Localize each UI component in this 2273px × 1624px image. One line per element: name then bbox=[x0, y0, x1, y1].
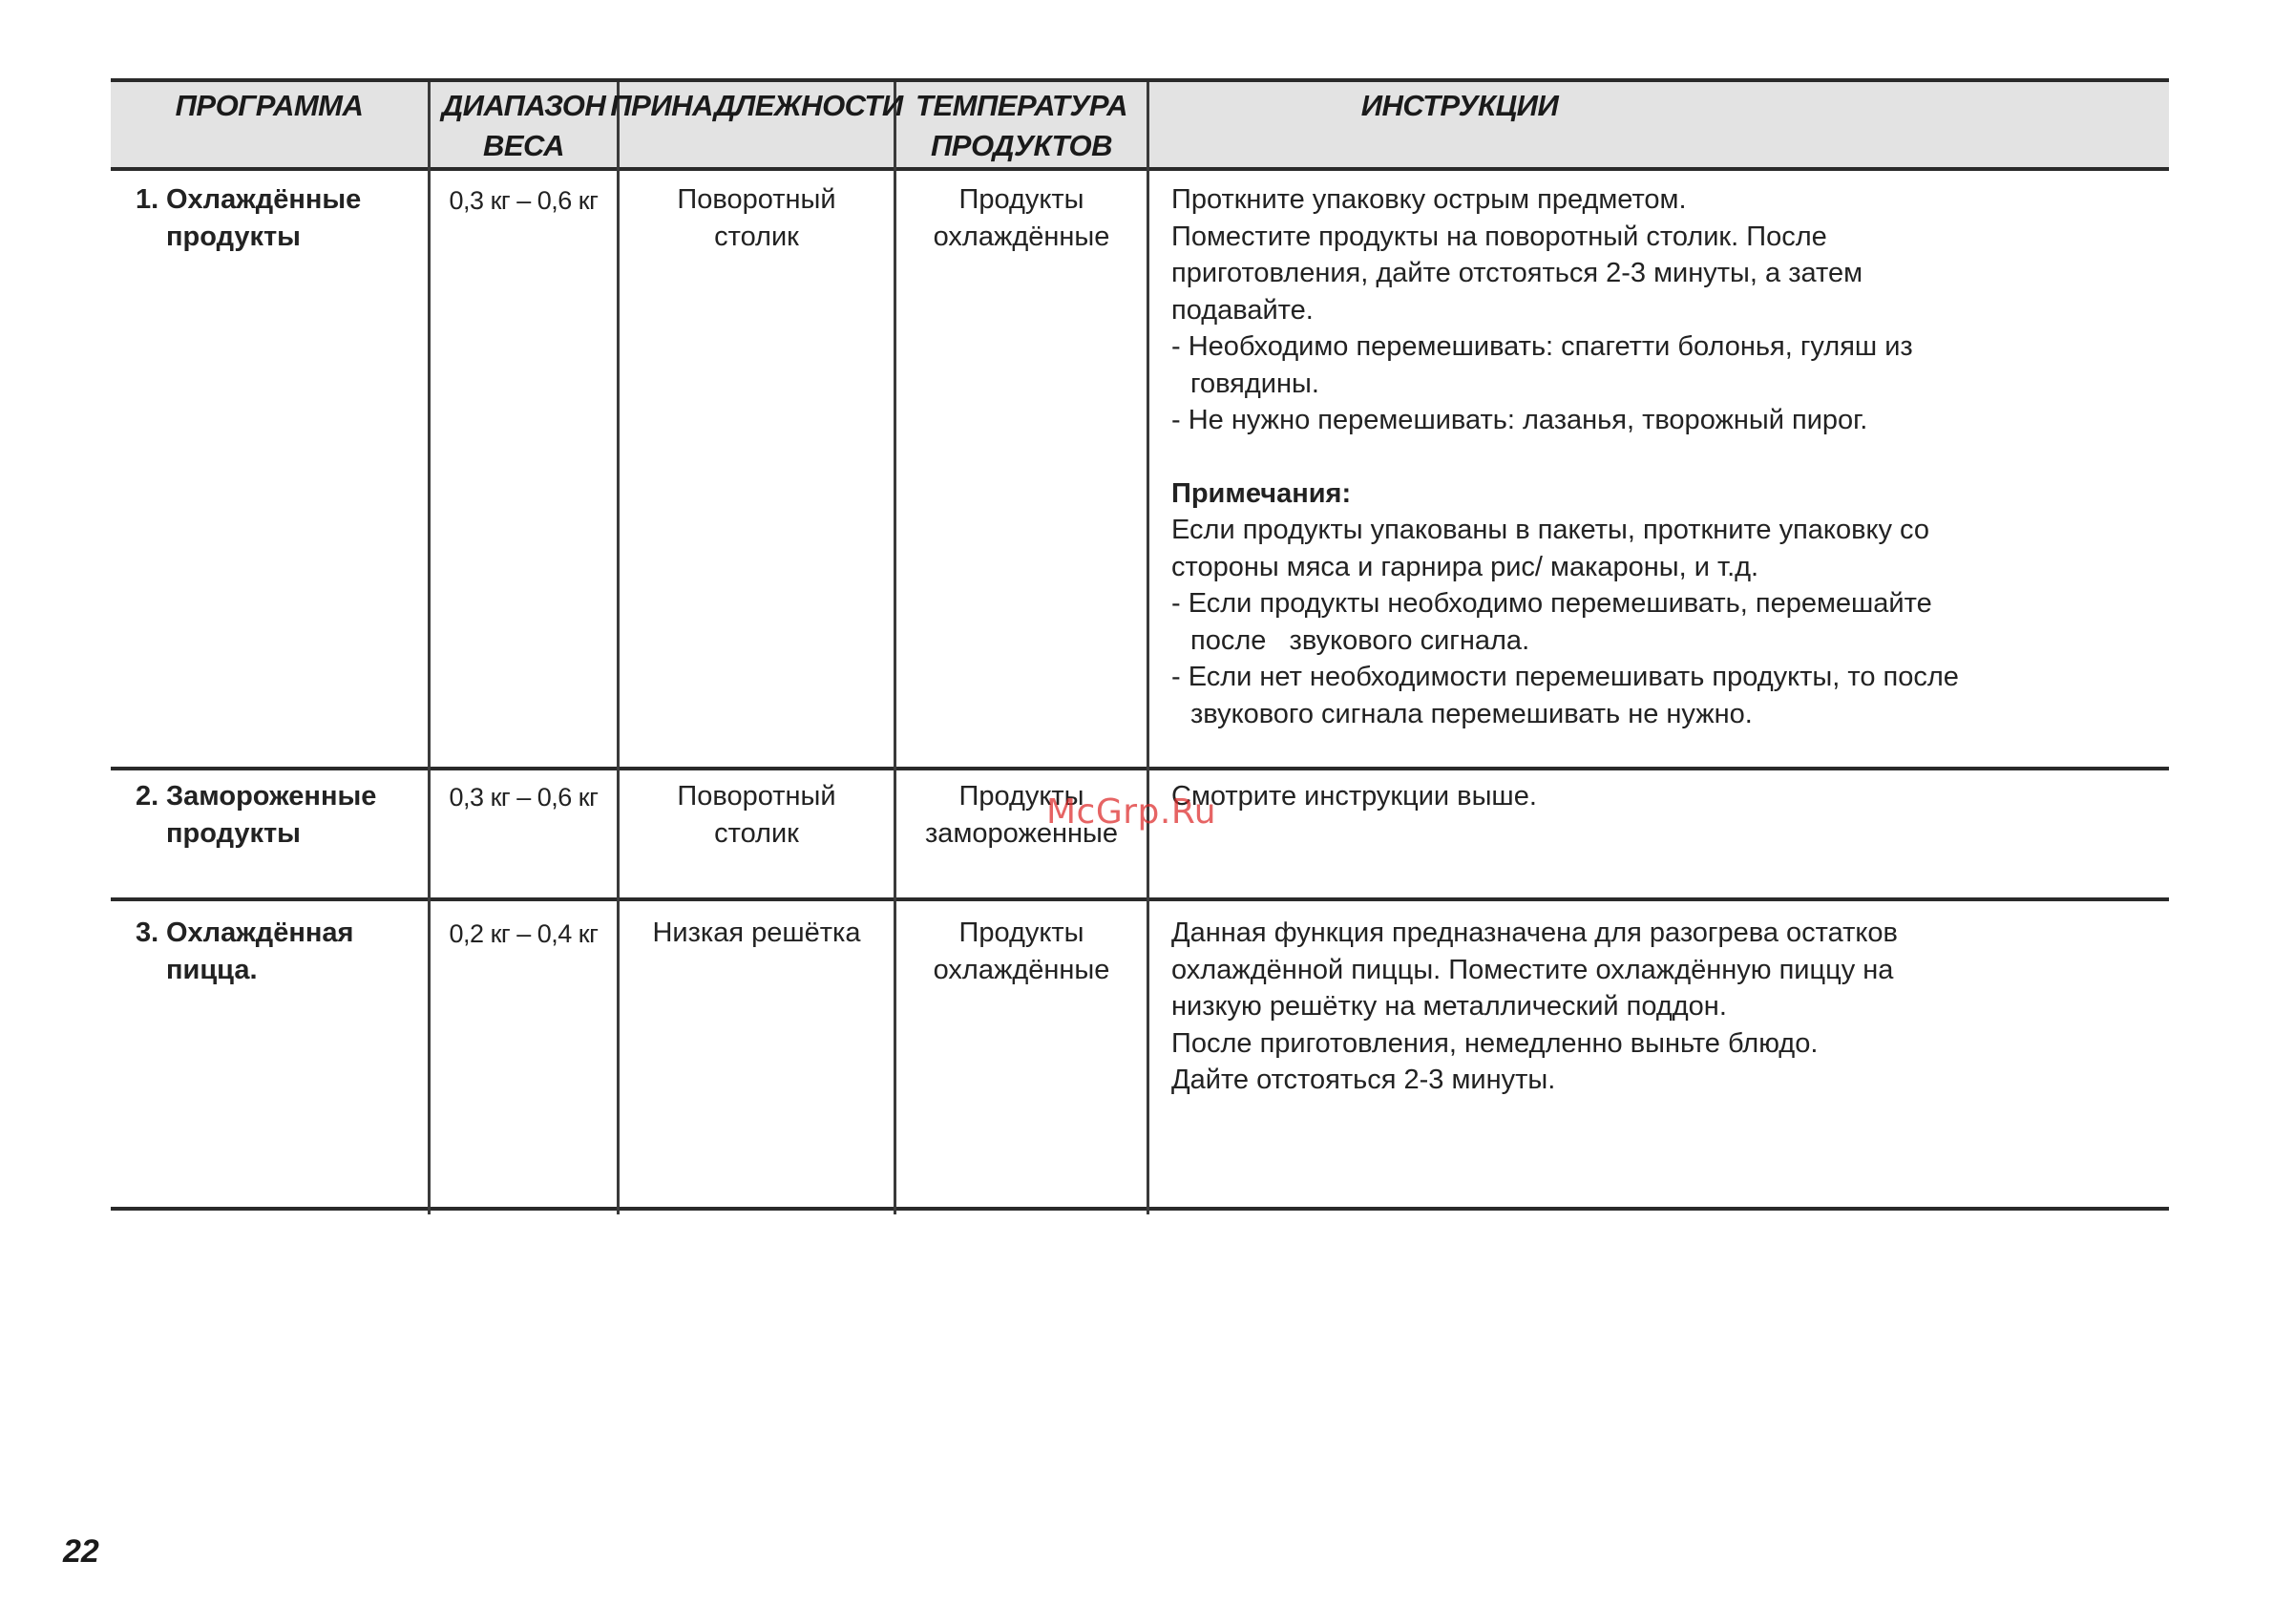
table-row-2-accessory: Поворотный столик bbox=[677, 781, 836, 849]
table-row-3-accessory: Низкая решётка bbox=[652, 917, 861, 948]
program-name: пицца. bbox=[166, 954, 258, 985]
table-row-3-temperature: Продукты охлаждённые bbox=[933, 917, 1110, 985]
header-temperature bbox=[896, 82, 1147, 168]
header-label: ИНСТРУКЦИИ bbox=[1360, 89, 1559, 122]
table-row-2-temperature: Продукты замороженные bbox=[925, 781, 1118, 849]
table-row-1-program bbox=[136, 181, 422, 258]
program-name: продукты bbox=[166, 221, 301, 252]
header-instructions bbox=[1149, 82, 1770, 168]
header-weight-range bbox=[431, 82, 617, 168]
table-row-3-program bbox=[136, 915, 422, 991]
program-name: Охлаждённая bbox=[166, 917, 354, 948]
table-row-3-instructions: Данная функция предназначена для разогрева остатков охлаждённой пиццы. Поместите охлаждённую пиццу на низкую решётку на металлический поддон. После приготовления, немедленно выньте блюдо. Дайте отстояться 2-3 минуты. bbox=[1171, 917, 1898, 1095]
program-name: Охлаждённые bbox=[166, 184, 362, 215]
table-row-2-weight: 0,3 кг – 0,6 кг bbox=[449, 783, 599, 812]
header-label: ПРИНАДЛЕЖНОСТИ bbox=[610, 89, 903, 122]
header-label: ПРОГРАММА bbox=[175, 89, 364, 122]
header-accessories bbox=[610, 82, 903, 168]
header-label: ДИАПАЗОН bbox=[441, 89, 606, 122]
table-row-1-weight: 0,3 кг – 0,6 кг bbox=[449, 186, 599, 215]
program-number: 3. bbox=[136, 917, 159, 948]
notes-heading: Примечания: bbox=[1171, 477, 1352, 509]
column-divider bbox=[1147, 82, 1149, 1214]
table-row-2-program bbox=[136, 778, 422, 854]
table-row-3-weight: 0,2 кг – 0,4 кг bbox=[449, 919, 599, 948]
header-program bbox=[111, 82, 428, 168]
header-label: ТЕМПЕРАТУРА bbox=[916, 89, 1127, 122]
row-divider bbox=[111, 767, 2169, 770]
program-name: Замороженные bbox=[166, 781, 377, 812]
program-number: 2. bbox=[136, 781, 159, 812]
header-label: ПРОДУКТОВ bbox=[930, 129, 1113, 162]
program-name: продукты bbox=[166, 817, 301, 849]
table-bottom-rule bbox=[111, 1207, 2169, 1211]
table-row-1-temperature: Продукты охлаждённые bbox=[933, 184, 1110, 252]
spacer bbox=[1171, 439, 2164, 475]
table-row-1-instructions: Проткните упаковку острым предметом. Поместите продукты на поворотный столик. После приготовления, дайте отстояться 2-3 минуты, а затем подавайте. - Необходимо перемешивать: спагетти болонья, гуляш из говядины. - Не нужно перемешивать: лазанья, творожный пирог. Примечания: Если продукты упакованы в пакеты, проткните упаковку со стороны мяса и гарнира рис/ макароны, и т.д. - Если продукты необходимо перемешивать, перемешайте после звукового сигнала. - Если нет необходимости перемешивать продукты, то после звукового сигнала перемешивать не нужно. bbox=[1171, 181, 2164, 732]
table-row-2-instructions: Смотрите инструкции выше. bbox=[1171, 781, 1537, 812]
row-divider bbox=[111, 897, 2169, 901]
header-label: ВЕСА bbox=[482, 129, 565, 162]
program-number: 1. bbox=[136, 184, 159, 215]
watermark: McGrp.Ru bbox=[1046, 792, 1217, 832]
table-row-1-accessory: Поворотный столик bbox=[677, 184, 836, 252]
page-number: 22 bbox=[63, 1533, 99, 1570]
